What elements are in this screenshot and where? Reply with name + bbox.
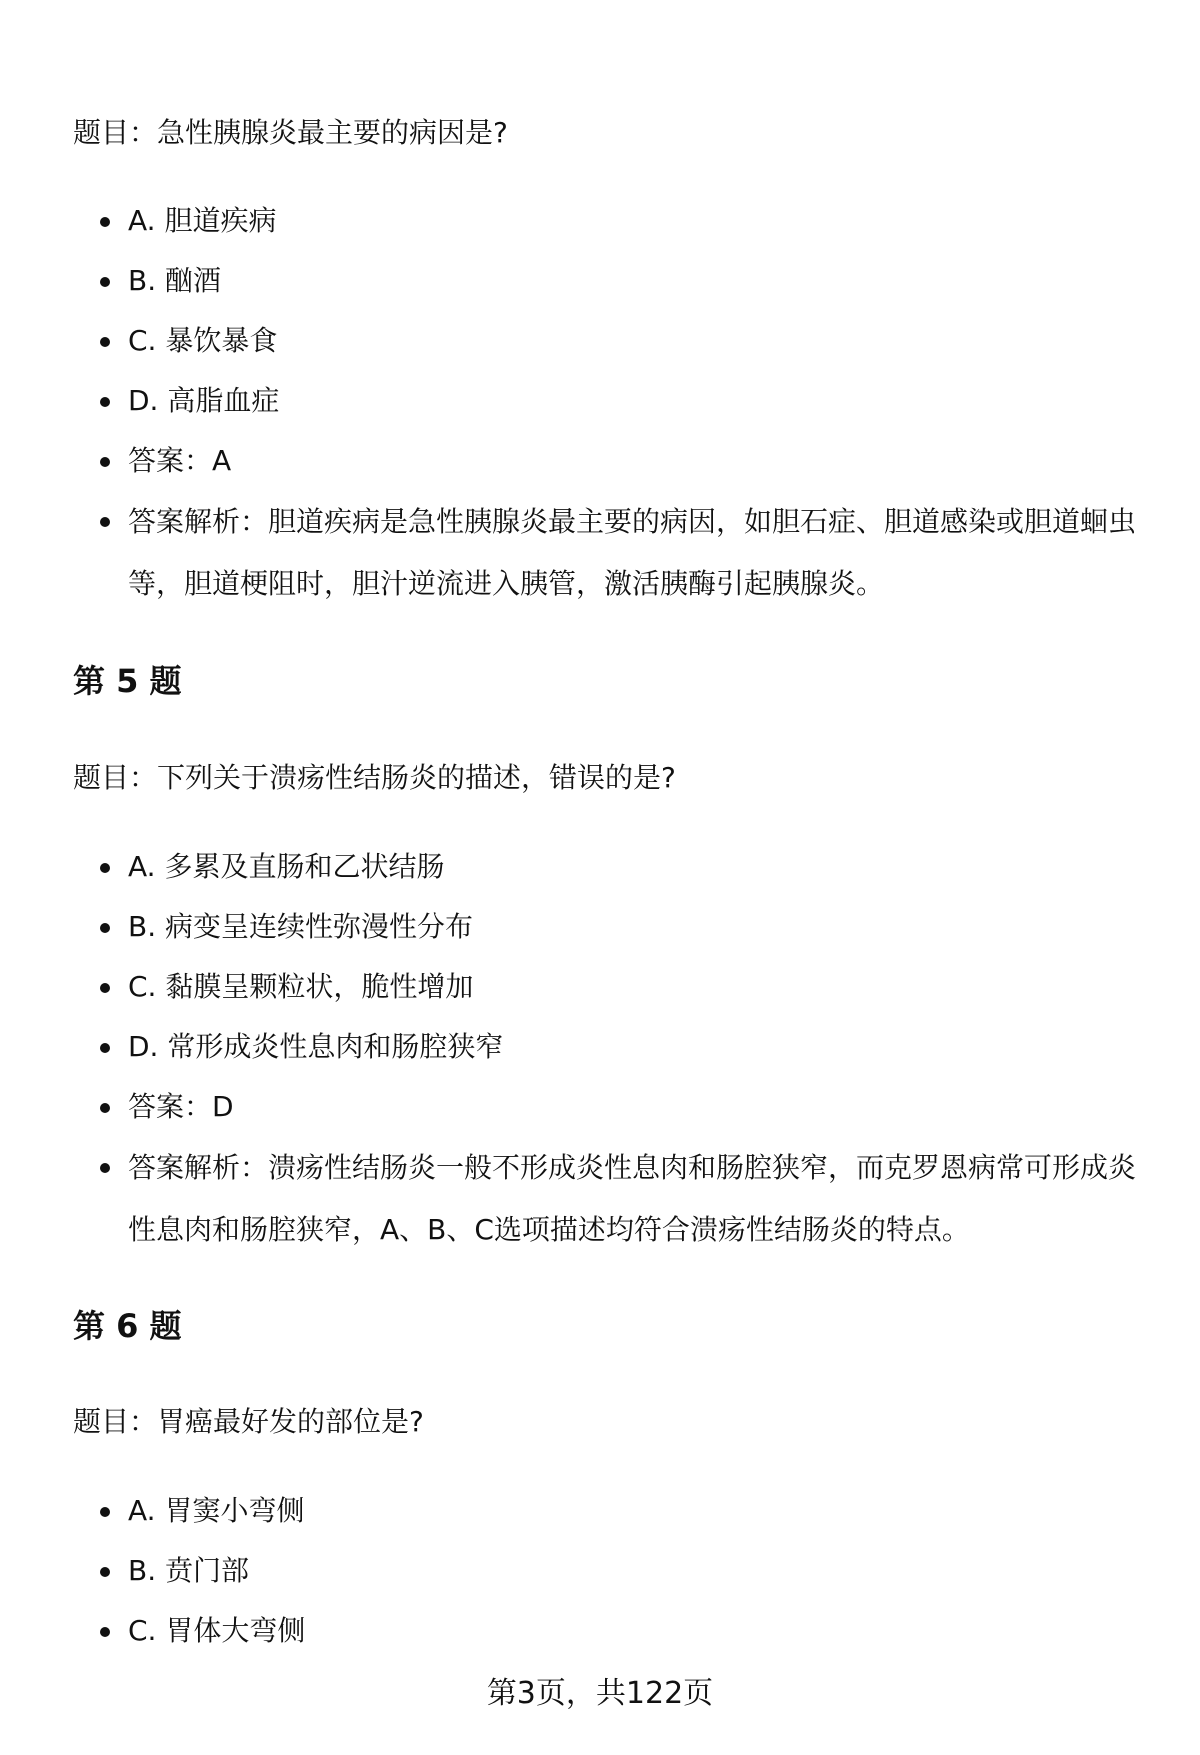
option-item: B. 病变呈连续性弥漫性分布: [0, 897, 1200, 957]
option-item: A. 胆道疾病: [0, 191, 1200, 251]
bullet-icon: [100, 863, 110, 873]
option-item: A. 胃窦小弯侧: [0, 1481, 1200, 1541]
question-heading: 第 6 题: [73, 1307, 182, 1345]
bullet-icon: [100, 1627, 110, 1637]
question-stem: 题目：胃癌最好发的部位是?: [73, 1405, 424, 1438]
explanation-item: 答案解析：溃疡性结肠炎一般不形成炎性息肉和肠腔狭窄，而克罗恩病常可形成炎性息肉和肠腔狭窄，A、B、C选项描述均符合溃疡性结肠炎的特点。: [0, 1137, 1200, 1261]
bullet-icon: [100, 983, 110, 993]
bullet-icon: [100, 1163, 110, 1173]
question-stem: 题目：急性胰腺炎最主要的病因是?: [73, 116, 508, 149]
bullet-icon: [100, 217, 110, 227]
option-item: D. 常形成炎性息肉和肠腔狭窄: [0, 1017, 1200, 1077]
option-item: C. 暴饮暴食: [0, 311, 1200, 371]
option-item: C. 胃体大弯侧: [0, 1601, 1200, 1661]
bullet-icon: [100, 457, 110, 467]
bullet-icon: [100, 337, 110, 347]
bullet-icon: [100, 277, 110, 287]
option-list: [0, 837, 1200, 1261]
explanation-item: 答案解析：胆道疾病是急性胰腺炎最主要的病因，如胆石症、胆道感染或胆道蛔虫等，胆道梗阻时，胆汁逆流进入胰管，激活胰酶引起胰腺炎。: [0, 491, 1200, 615]
answer-item: 答案：D: [0, 1077, 1200, 1137]
bullet-icon: [100, 1043, 110, 1053]
bullet-icon: [100, 1507, 110, 1517]
option-item: C. 黏膜呈颗粒状，脆性增加: [0, 957, 1200, 1017]
option-list: [0, 1481, 1200, 1661]
option-item: D. 高脂血症: [0, 371, 1200, 431]
bullet-icon: [100, 397, 110, 407]
option-item: A. 多累及直肠和乙状结肠: [0, 837, 1200, 897]
option-list: [0, 191, 1200, 615]
bullet-icon: [100, 1567, 110, 1577]
answer-item: 答案：A: [0, 431, 1200, 491]
question-stem: 题目：下列关于溃疡性结肠炎的描述，错误的是?: [73, 761, 676, 794]
bullet-icon: [100, 517, 110, 527]
question-heading: 第 5 题: [73, 662, 182, 700]
option-item: B. 酗酒: [0, 251, 1200, 311]
option-item: B. 贲门部: [0, 1541, 1200, 1601]
bullet-icon: [100, 1103, 110, 1113]
bullet-icon: [100, 923, 110, 933]
page-footer: 第3页，共122页: [486, 1676, 714, 1711]
